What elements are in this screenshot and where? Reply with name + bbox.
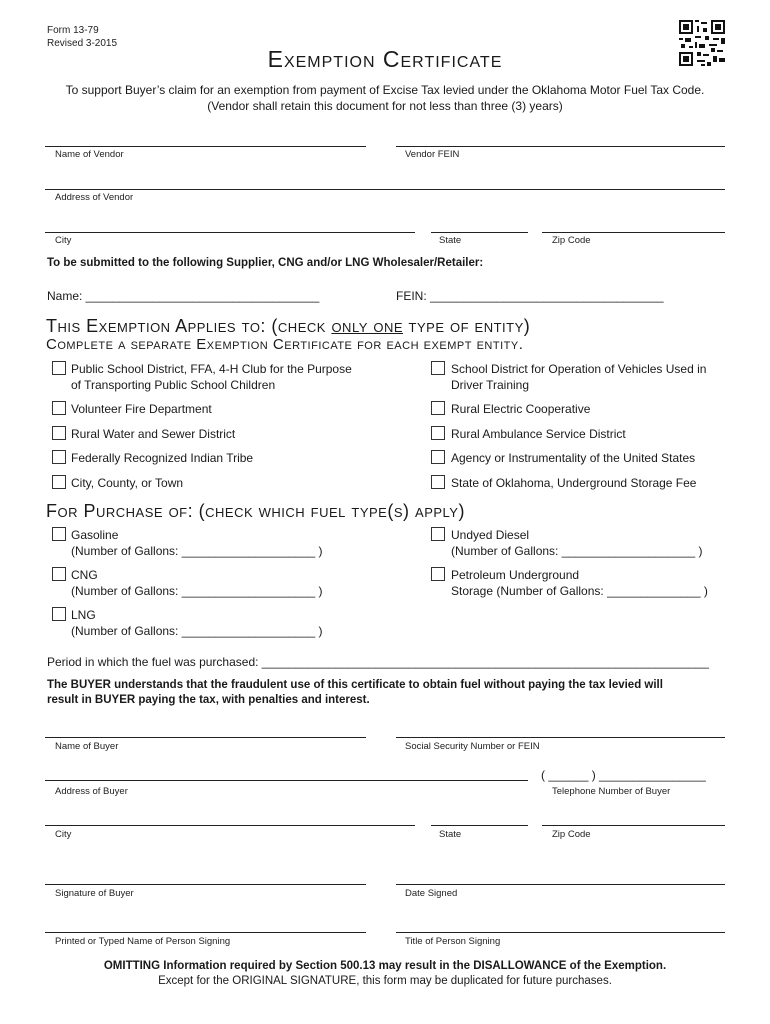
supplier-name-field[interactable]: Name: ___________________________________ <box>47 289 320 303</box>
checkbox-lng[interactable] <box>52 607 66 621</box>
checkbox-rural-water-sewer[interactable] <box>52 426 66 440</box>
footer-warning: OMITTING Information required by Section 500.13 may result in the DISALLOWANCE of the Exemption. <box>103 960 667 972</box>
option-cng: CNG (Number of Gallons: ____________________ ) <box>71 568 323 598</box>
revised-date: Revised 3-2015 <box>47 38 118 49</box>
vendor-name-line[interactable] <box>45 146 366 147</box>
option-us-agency: Agency or Instrumentality of the United States <box>451 451 696 465</box>
vendor-zip-label: Zip Code <box>552 235 591 246</box>
vendor-address-line[interactable] <box>45 189 725 190</box>
vendor-address-label: Address of Vendor <box>55 192 134 203</box>
buyer-ssn-label: Social Security Number or FEIN <box>405 741 540 752</box>
checkbox-public-school-district[interactable] <box>52 361 66 375</box>
option-rural-electric: Rural Electric Cooperative <box>451 402 591 416</box>
date-signed-line[interactable] <box>396 884 725 885</box>
buyer-signature-line[interactable] <box>45 884 366 885</box>
option-city-county-town: City, County, or Town <box>71 476 184 490</box>
buyer-state-line[interactable] <box>431 825 528 826</box>
signer-title-label: Title of Person Signing <box>405 936 501 947</box>
vendor-state-line[interactable] <box>431 232 528 233</box>
checkbox-city-county-town[interactable] <box>52 475 66 489</box>
document-title: Exemption Certificate <box>267 46 503 72</box>
checkbox-rural-electric[interactable] <box>431 401 445 415</box>
date-signed-label: Date Signed <box>405 888 458 899</box>
option-gasoline: Gasoline (Number of Gallons: ____________________ ) <box>71 528 323 558</box>
purchase-heading: For Purchase of: (check which fuel type(s) apply) <box>46 501 465 521</box>
option-rural-ambulance: Rural Ambulance Service District <box>451 427 626 441</box>
option-undyed-diesel: Undyed Diesel (Number of Gallons: ____________________ ) <box>451 528 703 558</box>
buyer-phone-label: Telephone Number of Buyer <box>552 786 671 797</box>
option-volunteer-fire-department: Volunteer Fire Department <box>71 402 212 416</box>
checkbox-indian-tribe[interactable] <box>52 450 66 464</box>
checkbox-state-oklahoma-ust[interactable] <box>431 475 445 489</box>
vendor-city-label: City <box>55 235 72 246</box>
fraud-warning: The BUYER understands that the fraudulent use of this certificate to obtain fuel without paying the tax levied will result in BUYER paying the tax, with penalties and interest. <box>47 679 663 706</box>
option-lng: LNG (Number of Gallons: ____________________ ) <box>71 608 323 638</box>
option-state-oklahoma-ust: State of Oklahoma, Underground Storage Fee <box>451 476 697 490</box>
footer-duplication-note: Except for the ORIGINAL SIGNATURE, this form may be duplicated for future purchases. <box>158 975 612 987</box>
checkbox-cng[interactable] <box>52 567 66 581</box>
buyer-city-label: City <box>55 829 72 840</box>
buyer-name-label: Name of Buyer <box>55 741 119 752</box>
intro-line-1: To support Buyer’s claim for an exemption from payment of Excise Tax levied under the Oklahoma Motor Fuel Tax Code. <box>65 83 705 97</box>
option-public-school-district: Public School District, FFA, 4-H Club for the Purpose of Transporting Public School Children <box>71 362 352 392</box>
vendor-city-line[interactable] <box>45 232 415 233</box>
vendor-name-label: Name of Vendor <box>55 149 124 160</box>
printed-name-line[interactable] <box>45 932 366 933</box>
buyer-phone-field[interactable]: ( ______ ) ________________ <box>541 768 706 782</box>
buyer-zip-label: Zip Code <box>552 829 591 840</box>
vendor-fein-line[interactable] <box>396 146 725 147</box>
supplier-fein-field[interactable]: FEIN: ___________________________________ <box>396 289 664 303</box>
option-indian-tribe: Federally Recognized Indian Tribe <box>71 451 254 465</box>
buyer-zip-line[interactable] <box>542 825 725 826</box>
buyer-state-label: State <box>439 829 462 840</box>
vendor-zip-line[interactable] <box>542 232 725 233</box>
buyer-address-label: Address of Buyer <box>55 786 128 797</box>
intro-line-2: (Vendor shall retain this document for not less than three (3) years) <box>207 99 563 113</box>
checkbox-volunteer-fire-department[interactable] <box>52 401 66 415</box>
option-petroleum-underground: Petroleum Underground Storage (Number of Gallons: ______________ ) <box>451 568 708 598</box>
exemption-subheading: Complete a separate Exemption Certificate for each exempt entity. <box>46 336 524 353</box>
option-school-driver-training: School District for Operation of Vehicles Used in Driver Training <box>451 362 707 392</box>
signer-title-line[interactable] <box>396 932 725 933</box>
checkbox-rural-ambulance[interactable] <box>431 426 445 440</box>
buyer-signature-label: Signature of Buyer <box>55 888 134 899</box>
printed-name-label: Printed or Typed Name of Person Signing <box>55 936 231 947</box>
checkbox-gasoline[interactable] <box>52 527 66 541</box>
checkbox-petroleum-underground[interactable] <box>431 567 445 581</box>
buyer-ssn-line[interactable] <box>396 737 725 738</box>
exemption-heading: This Exemption Applies to: (check only one type of entity) <box>46 316 531 336</box>
checkbox-us-agency[interactable] <box>431 450 445 464</box>
buyer-address-line[interactable] <box>45 780 528 781</box>
buyer-name-line[interactable] <box>45 737 366 738</box>
buyer-city-line[interactable] <box>45 825 415 826</box>
vendor-state-label: State <box>439 235 462 246</box>
vendor-fein-label: Vendor FEIN <box>405 149 460 160</box>
form-number: Form 13-79 <box>47 25 99 36</box>
period-purchased-field[interactable]: Period in which the fuel was purchased: ___________________________________________________________________ <box>47 655 709 669</box>
option-rural-water-sewer: Rural Water and Sewer District <box>71 427 236 441</box>
checkbox-school-driver-training[interactable] <box>431 361 445 375</box>
checkbox-undyed-diesel[interactable] <box>431 527 445 541</box>
supplier-heading: To be submitted to the following Supplier, CNG and/or LNG Wholesaler/Retailer: <box>47 257 484 269</box>
